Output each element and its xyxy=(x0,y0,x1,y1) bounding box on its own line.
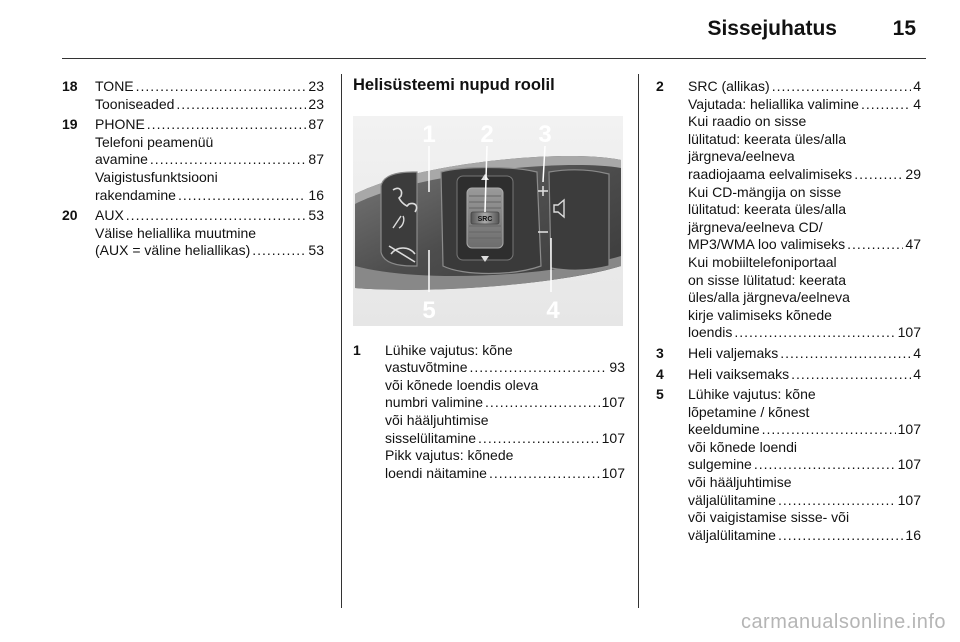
page-reference: 53 xyxy=(308,207,324,224)
entry-number: 18 xyxy=(62,78,78,94)
callout-2: 2 xyxy=(480,120,494,148)
index-entry xyxy=(656,386,921,544)
entry-text: või vaigistamise sisse- või xyxy=(688,509,850,526)
page-reference: 107 xyxy=(897,324,921,341)
column-1 xyxy=(62,78,324,263)
page-reference: 107 xyxy=(601,464,625,481)
entry-text: Välise heliallika muutmine xyxy=(95,224,257,241)
entry-text: raadiojaama eelvalimiseks xyxy=(688,165,853,182)
entry-number: 4 xyxy=(656,365,664,382)
entry-line xyxy=(688,492,921,510)
entry-line xyxy=(688,184,921,202)
page-reference: 4 xyxy=(913,365,921,382)
entry-text: Telefoni peamenüü xyxy=(95,133,214,150)
dot-leader xyxy=(126,207,307,225)
page-reference: 4 xyxy=(913,78,921,94)
entry-text: PHONE xyxy=(95,116,145,133)
entry-number: 5 xyxy=(656,386,664,403)
figure-legend xyxy=(353,342,625,483)
dot-leader xyxy=(778,492,896,510)
dot-leader xyxy=(754,456,896,474)
entry-text: järgneva/eelneva xyxy=(688,148,795,165)
page-reference: 47 xyxy=(905,236,921,253)
entry-text: või hääljuhtimise xyxy=(385,411,489,428)
entry-line xyxy=(95,207,324,225)
watermark: carmanualsonline.info xyxy=(740,611,946,633)
section-title: Helisüsteemi nupud roolil xyxy=(353,76,555,94)
callout-3: 3 xyxy=(538,120,552,148)
entry-text: Kui mobiiltelefoniportaal xyxy=(688,253,837,270)
page-reference: 23 xyxy=(308,78,324,94)
entry-line xyxy=(95,225,324,243)
entry-text: sisselülitamine xyxy=(385,429,477,446)
entry-text: on sisse lülitatud: keerata xyxy=(688,271,846,288)
page-reference: 107 xyxy=(897,491,921,508)
entry-text: sulgemine xyxy=(688,456,752,473)
page-reference: 87 xyxy=(308,116,324,133)
entry-line xyxy=(688,272,921,290)
entry-line xyxy=(688,201,921,219)
page-reference: 4 xyxy=(913,95,921,112)
entry-line xyxy=(688,254,921,272)
index-entry xyxy=(656,366,921,384)
entry-line xyxy=(385,394,625,412)
dot-leader xyxy=(847,236,903,254)
dot-leader xyxy=(772,78,912,96)
entry-text: väljalülitamine xyxy=(688,526,776,543)
entry-text: või kõnede loendi xyxy=(688,438,797,455)
entry-text: Pikk vajutus: kõnede xyxy=(385,447,514,464)
entry-line xyxy=(95,169,324,187)
entry-number: 20 xyxy=(62,207,78,224)
entry-line xyxy=(688,474,921,492)
entry-line xyxy=(688,439,921,457)
callout-5: 5 xyxy=(422,296,436,324)
entry-line xyxy=(688,404,921,422)
entry-line xyxy=(688,113,921,131)
dot-leader xyxy=(734,324,895,342)
entry-number: 1 xyxy=(353,341,361,358)
entry-text: Lühike vajutus: kõne xyxy=(688,386,816,403)
page-reference: 29 xyxy=(905,165,921,182)
column-divider-right xyxy=(638,74,639,608)
entry-line xyxy=(385,412,625,430)
index-entry xyxy=(353,342,625,483)
entry-line xyxy=(95,242,324,260)
entry-number: 2 xyxy=(656,78,664,94)
entry-text: (AUX = väline heliallikas) xyxy=(95,242,251,259)
entry-number: 3 xyxy=(656,344,664,361)
entry-line xyxy=(688,386,921,404)
entry-line xyxy=(385,447,625,465)
entry-line xyxy=(688,366,921,384)
column-divider-left xyxy=(341,74,342,608)
page-reference: 4 xyxy=(913,344,921,361)
entry-text: AUX xyxy=(95,207,124,224)
entry-line xyxy=(385,430,625,448)
entry-line xyxy=(95,116,324,134)
index-entry xyxy=(62,207,324,260)
entry-line xyxy=(95,134,324,152)
dot-leader xyxy=(478,430,600,448)
steering-wheel-figure xyxy=(353,116,623,326)
page-reference: 16 xyxy=(308,186,324,203)
entry-text: Heli vaiksemaks xyxy=(688,365,790,382)
entry-line xyxy=(688,166,921,184)
entry-text: Tooniseaded xyxy=(95,95,175,112)
page-reference: 87 xyxy=(308,151,324,168)
page-reference: 107 xyxy=(897,421,921,438)
entry-text: rakendamine xyxy=(95,186,176,203)
entry-line xyxy=(385,377,625,395)
page-reference: 107 xyxy=(897,456,921,473)
page-reference: 107 xyxy=(601,429,625,446)
page-title: Sissejuhatus xyxy=(707,17,837,40)
entry-line xyxy=(688,96,921,114)
dot-leader xyxy=(762,421,896,439)
entry-text: või kõnede loendis oleva xyxy=(385,376,539,393)
entry-text: järgneva/eelneva CD/ xyxy=(688,218,823,235)
entry-text: Kui CD-mängija on sisse xyxy=(688,183,842,200)
entry-text: Lühike vajutus: kõne xyxy=(385,341,513,358)
entry-text: loendi näitamine xyxy=(385,464,487,481)
dot-leader xyxy=(489,465,600,483)
entry-text: TONE xyxy=(95,78,134,94)
entry-text: loendis xyxy=(688,324,733,341)
entry-line xyxy=(95,151,324,169)
entry-line xyxy=(688,456,921,474)
entry-line xyxy=(385,359,625,377)
entry-line xyxy=(385,342,625,360)
dot-leader xyxy=(176,96,306,114)
entry-line xyxy=(688,78,921,96)
entry-line xyxy=(688,509,921,527)
entry-line xyxy=(95,78,324,96)
page-number: 15 xyxy=(892,17,916,40)
callout-1: 1 xyxy=(422,120,436,148)
dot-leader xyxy=(136,78,307,96)
page-reference: 16 xyxy=(905,526,921,543)
entry-text: Heli valjemaks xyxy=(688,344,779,361)
dot-leader xyxy=(252,242,306,260)
entry-text: Vaigistusfunktsiooni xyxy=(95,168,218,185)
page-reference: 23 xyxy=(308,95,324,112)
dot-leader xyxy=(178,187,306,205)
entry-number: 19 xyxy=(62,116,78,133)
dot-leader xyxy=(485,394,600,412)
dot-leader xyxy=(780,345,911,363)
entry-text: Kui raadio on sisse xyxy=(688,113,807,130)
entry-text: vastuvõtmine xyxy=(385,359,468,376)
dot-leader xyxy=(778,527,903,545)
column-2 xyxy=(353,77,625,485)
entry-text: lülitatud: keerata üles/alla xyxy=(688,201,846,218)
page-reference: 53 xyxy=(308,242,324,259)
entry-line xyxy=(688,236,921,254)
entry-line xyxy=(688,307,921,325)
header-rule xyxy=(62,58,926,59)
entry-text: numbri valimine xyxy=(385,394,484,411)
entry-line xyxy=(688,527,921,545)
entry-line xyxy=(688,324,921,342)
entry-line xyxy=(385,465,625,483)
src-label: SRC xyxy=(477,215,493,223)
index-entry xyxy=(656,345,921,363)
entry-line xyxy=(95,96,324,114)
dot-leader xyxy=(469,359,607,377)
column-3 xyxy=(656,78,921,547)
entry-text: keeldumine xyxy=(688,421,760,438)
dot-leader xyxy=(147,116,307,134)
entry-text: kirje valimiseks kõnede xyxy=(688,306,832,323)
entry-line xyxy=(688,131,921,149)
entry-line xyxy=(688,289,921,307)
entry-text: väljalülitamine xyxy=(688,491,776,508)
page-reference: 93 xyxy=(609,359,625,376)
entry-line xyxy=(688,148,921,166)
entry-text: Vajutada: heliallika valimine xyxy=(688,95,859,112)
entry-text: lõpetamine / kõnest xyxy=(688,403,810,420)
entry-text: avamine xyxy=(95,151,148,168)
index-entry xyxy=(62,78,324,113)
entry-line xyxy=(688,345,921,363)
entry-line xyxy=(95,187,324,205)
dot-leader xyxy=(861,96,911,114)
index-entry xyxy=(62,116,324,204)
entry-text: üles/alla järgneva/eelneva xyxy=(688,289,850,306)
page-reference: 107 xyxy=(601,394,625,411)
dot-leader xyxy=(854,166,903,184)
dot-leader xyxy=(150,151,307,169)
entry-text: SRC (allikas) xyxy=(688,78,770,94)
entry-text: lülitatud: keerata üles/alla xyxy=(688,130,846,147)
entry-text: või hääljuhtimise xyxy=(688,474,792,491)
entry-text: MP3/WMA loo valimiseks xyxy=(688,236,846,253)
entry-line xyxy=(688,219,921,237)
dot-leader xyxy=(791,366,911,384)
index-entry xyxy=(656,78,921,342)
entry-line xyxy=(688,421,921,439)
callout-4: 4 xyxy=(546,296,560,324)
